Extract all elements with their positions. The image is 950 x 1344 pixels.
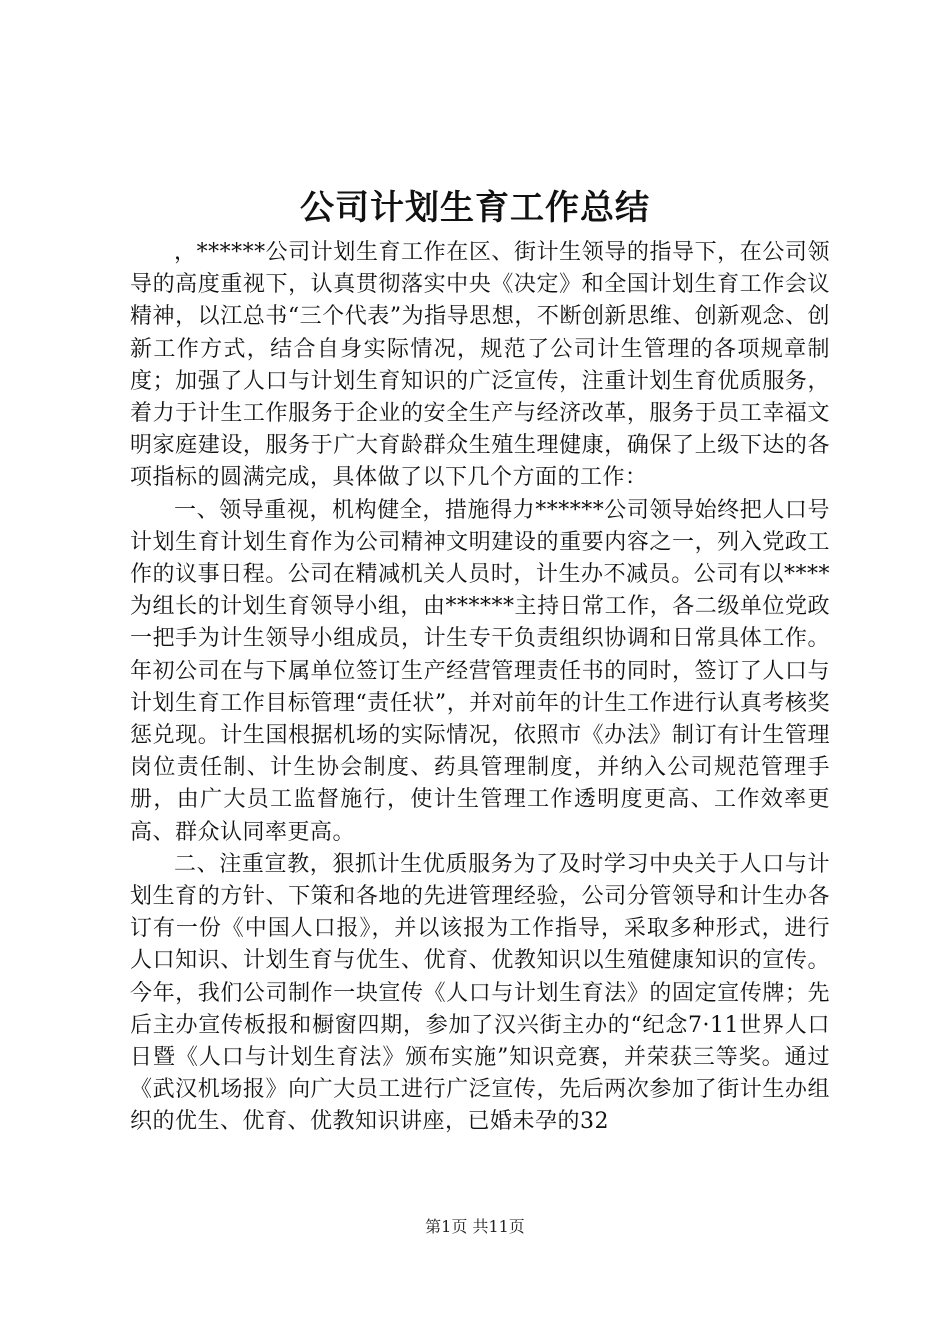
page-number-footer: 第1页 共11页 [425, 1217, 525, 1236]
paragraph-section-one: 一、领导重视，机构健全，措施得力******公司领导始终把人口号计划生育计划生育作为公司精神文明建设的重要内容之一，列入党政工作的议事日程。公司在精减机关人员时，计生办不减员。公司有以****为组长的计划生育领导小组，由******主持日常工作，各二级单位党政一把手为计生领导小组成员，计生专干负责组织协调和日常具体工作。年初公司在与下属单位签订生产经营管理责任书的同时，签订了人口与计划生育工作目标管理“责任状”，并对前年的计生工作进行认真考核奖惩兑现。计生国根据机场的实际情况，依照市《办法》制订有计生管理岗位责任制、计生协会制度、药具管理制度，并纳入公司规范管理手册，由广大员工监督施行，使计生管理工作透明度更高、工作效率更高、群众认同率更高。 [130, 497, 830, 845]
document-body [130, 237, 830, 1139]
document-title: 公司计划生育工作总结 [300, 188, 650, 228]
paragraph-section-two: 二、注重宣教，狠抓计生优质服务为了及时学习中央关于人口与计划生育的方针、下策和各地的先进管理经验，公司分管领导和计生办各订有一份《中国人口报》，并以该报为工作指导，采取多种形式，进行人口知识、计划生育与优生、优育、优教知识以生殖健康知识的宣传。今年，我们公司制作一块宣传《人口与计划生育法》的固定宣传牌；先后主办宣传板报和橱窗四期，参加了汉兴街主办的“纪念7·11世界人口日暨《人口与计划生育法》颁布实施”知识竞赛，并荣获三等奖。通过《武汉机场报》向广大员工进行广泛宣传，先后两次参加了街计生办组织的优生、优育、优教知识讲座，已婚未孕的32 [130, 851, 830, 1135]
paragraph-intro: ，******公司计划生育工作在区、街计生领导的指导下，在公司领导的高度重视下，认真贯彻落实中央《决定》和全国计划生育工作会议精神，以江总书“三个代表”为指导思想，不断创新思维、创新观念、创新工作方式，结合自身实际情况，规范了公司计生管理的各项规章制度；加强了人口与计划生育知识的广泛宣传，注重计划生育优质服务，着力于计生工作服务于企业的安全生产与经济改革，服务于员工幸福文明家庭建设，服务于广大育龄群众生殖生理健康，确保了上级下达的各项指标的圆满完成，具体做了以下几个方面的工作： [130, 240, 830, 491]
